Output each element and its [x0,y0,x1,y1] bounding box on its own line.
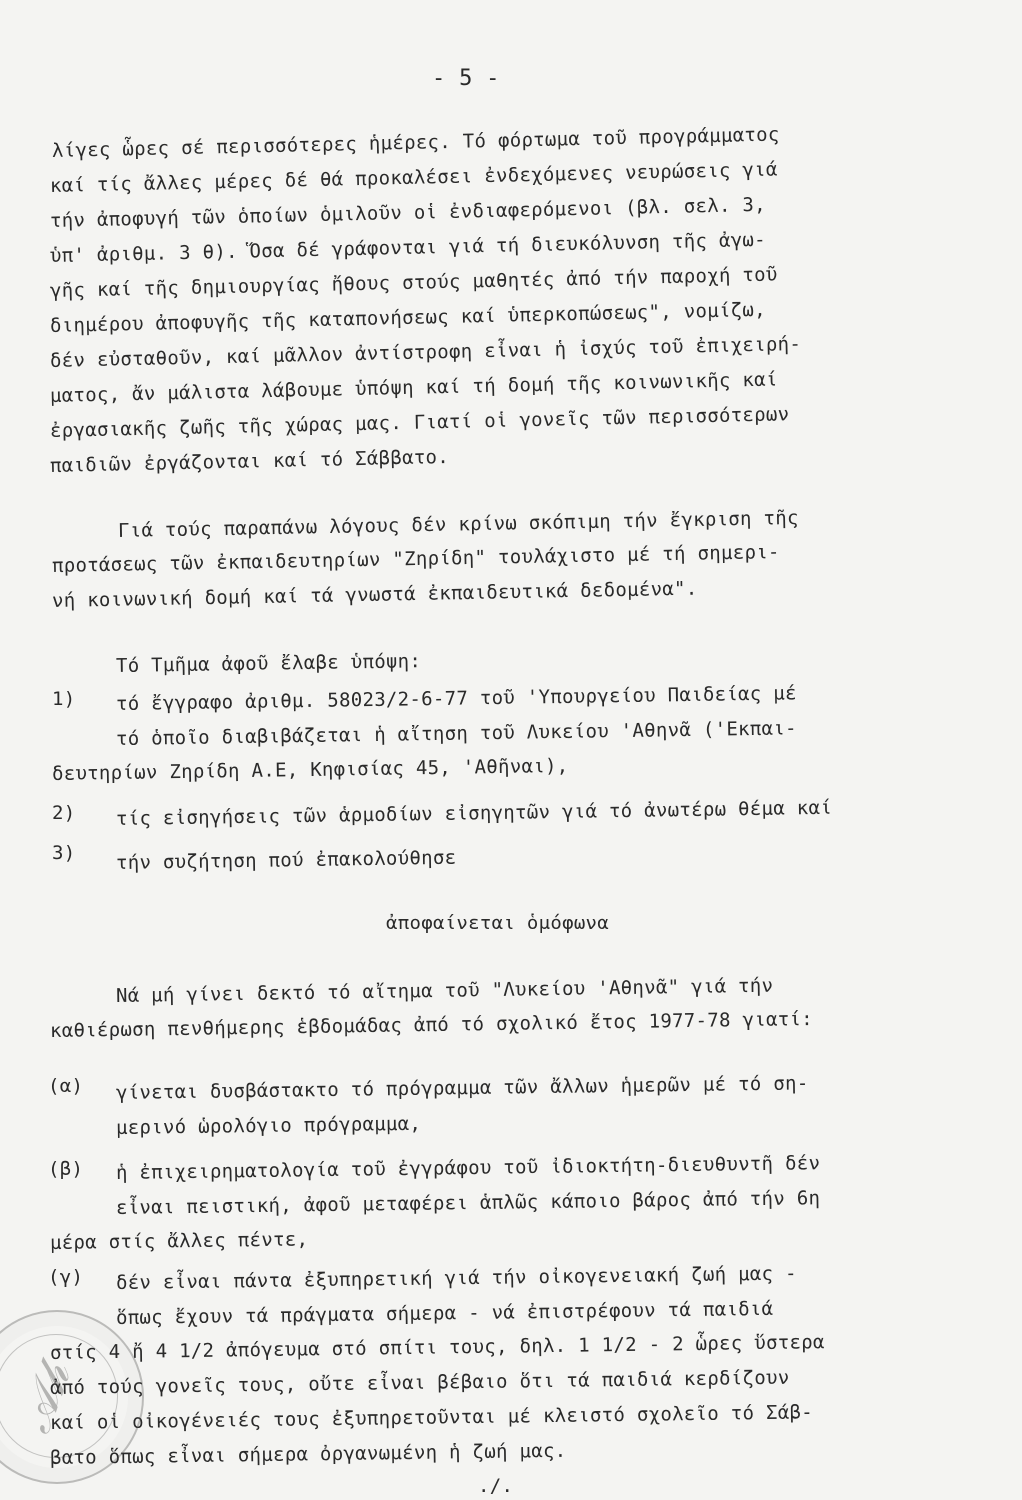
list-item-line: μέρα στίς ἄλλες πέντε, [49,1228,309,1254]
body-line: δέν εὐσταθοῦν, καί μᾶλλον ἀντίστροφη εἶναι ἡ ἰσχύς τοῦ ἐπιχειρή- [49,332,802,372]
body-line: λίγες ὧρες σέ περισσότερες ἡμέρες. Τό φόρτωμα τοῦ προγράμματος [51,123,780,162]
body-line: ματος, ἄν μάλιστα λάβουμε ὑπόψη καί τή δομή τῆς κοινωνικῆς καί [49,368,778,407]
list-item-line: μερινό ὡρολόγιο πρόγραμμα, [115,1112,422,1139]
list-item-line: στίς 4 ἤ 4 1/2 ἀπόγευμα στό σπίτι τους, δηλ. 1 1/2 - 2 ὧρες ὕστερα [49,1331,825,1364]
continuation-mark: ./. [478,1475,514,1497]
list-marker: (γ) [48,1266,84,1288]
body-line: νή κοινωνική δομή καί τά γνωστά ἐκπαιδευτικά δεδομένα". [51,577,698,612]
list-item-line: ὅπως ἔχουν τά πράγματα σήμερα - νά ἐπιστρέφουν τά παιδιά [115,1297,774,1329]
body-line: ἐργασιακῆς ζωῆς τῆς χώρας μας. Γιατί οἱ γονεῖς τῶν περισσότερων [49,403,790,442]
list-item-line: τό ἔγγραφο ἀριθμ. 58023/2-6-77 τοῦ 'Υπουργείου Παιδείας μέ [115,682,797,715]
list-item-line: καί οἱ οἰκογένειές τους ἐξυπηρετοῦνται μέ κλειστό σχολεῖο τό Σάβ- [49,1401,814,1434]
list-marker: 3) [52,842,76,864]
body-line: παιδιῶν ἐργάζονται καί τό Σάββατο. [49,445,450,477]
decision-line: Νά μή γίνει δεκτό τό αἴτημα τοῦ "Λυκείου 'Αθηνᾶ" γιά τήν [115,974,774,1007]
section-intro: Τό Τμῆμα ἀφοῦ ἔλαβε ὑπόψη: [115,650,422,677]
list-marker: (β) [48,1158,84,1180]
list-item-line: τήν συζήτηση πού ἐπακολούθησε [115,846,457,874]
list-item-line: ἡ ἐπιχειρηματολογία τοῦ ἐγγράφου τοῦ ἰδιοκτήτη-διευθυντῆ δέν [115,1152,821,1184]
body-line: διημέρου ἀποφυγῆς τῆς καταπονήσεως καί ὑπερκοπώσεως", νομίζω, [49,298,767,337]
body-line: ὑπ' ἀριθμ. 3 θ). Ὅσα δέ γράφονται γιά τή διευκόλυνση τῆς ἀγω- [49,228,767,267]
body-line: προτάσεως τῶν ἐκπαιδευτηρίων "Ζηρίδη" τουλάχιστο μέ τή σημερι- [51,541,780,577]
list-item-line: εἶναι πειστική, ἀφοῦ μεταφέρει ἁπλῶς κάποιο βάρος ἀπό τήν 6η [115,1187,821,1219]
list-item-line: ἀπό τούς γονεῖς τους, οὔτε εἶναι βέβαιο ὅτι τά παιδιά κερδίζουν [49,1366,790,1399]
list-marker: 2) [52,802,76,824]
list-item-line: γίνεται δυσβάστακτο τό πρόγραμμα τῶν ἄλλων ἡμερῶν μέ τό ση- [115,1072,809,1104]
handwritten-signature: 𝒜𝒽 [6,1355,82,1440]
decision-heading: ἀποφαίνεται ὁμόφωνα [386,912,610,934]
body-line: γῆς καί τῆς δημιουργίας ἤθους στούς μαθητές ἀπό τήν παροχή τοῦ [49,263,778,302]
list-marker: 1) [52,688,76,710]
list-item-line: βατο ὅπως εἶναι σήμερα ὀργανωμένη ἡ ζωή μας. [49,1439,567,1469]
list-item-line: τό ὁποῖο διαβιβάζεται ἡ αἴτηση τοῦ Λυκείου 'Αθηνᾶ ('Εκπαι- [115,717,797,750]
list-item-line: τίς εἰσηγήσεις τῶν ἁρμοδίων εἰσηγητῶν γιά τό ἀνωτέρω θέμα καί [115,796,833,830]
decision-line: καθιέρωση πενθήμερης ἑβδομάδας ἀπό τό σχολικό ἔτος 1977-78 γιατί: [49,1008,814,1042]
body-line: Γιά τούς παραπάνω λόγους δέν κρίνω σκόπιμη τήν ἔγκριση τῆς [117,506,799,542]
list-item-line: δευτηρίων Ζηρίδη Α.Ε, Κηφισίας 45, 'Αθῆναι), [51,754,569,785]
body-line: καί τίς ἄλλες μέρες δέ θά προκαλέσει ἐνδεχόμενες νευρώσεις γιά [49,158,778,197]
page-number: - 5 - [432,66,500,91]
body-line: τήν ἀποφυγή τῶν ὁποίων ὁμιλοῦν οἱ ἐνδιαφερόμενοι (βλ. σελ. 3, [49,193,767,232]
list-item-line: δέν εἶναι πάντα ἐξυπηρετική γιά τήν οἰκογενειακή ζωή μας - [115,1262,797,1294]
list-marker: (α) [48,1075,84,1097]
